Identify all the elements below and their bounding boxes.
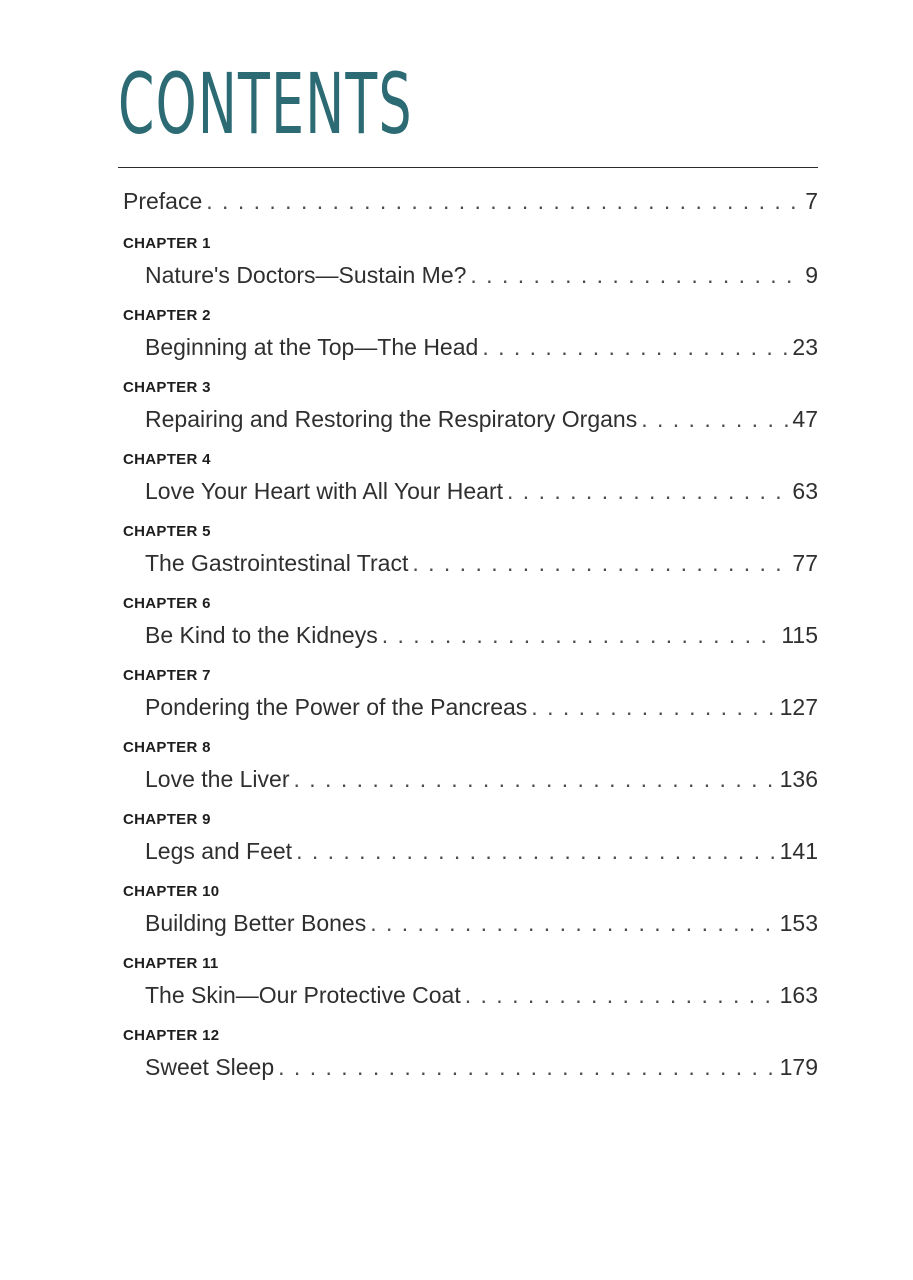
toc-entry-title: Building Better Bones xyxy=(145,910,367,936)
toc-entry-page: 7 xyxy=(805,188,818,214)
toc-chapter[interactable] xyxy=(123,234,818,290)
dot-leader xyxy=(465,980,776,1010)
toc-entry-page: 9 xyxy=(805,262,818,288)
chapter-label: CHAPTER 11 xyxy=(123,955,219,972)
toc-chapter[interactable] xyxy=(123,1026,818,1082)
toc-chapter[interactable] xyxy=(123,306,818,362)
table-of-contents xyxy=(123,186,818,1098)
toc-entry xyxy=(145,620,818,650)
chapter-label: CHAPTER 1 xyxy=(123,235,211,252)
chapter-label: CHAPTER 5 xyxy=(123,523,211,540)
toc-entry-page: 115 xyxy=(781,622,818,648)
toc-entry-page: 127 xyxy=(779,694,818,720)
toc-entry-page: 77 xyxy=(792,550,818,576)
chapter-label: CHAPTER 8 xyxy=(123,739,211,756)
chapter-label: CHAPTER 3 xyxy=(123,379,211,396)
dot-leader xyxy=(641,404,788,434)
toc-chapter[interactable] xyxy=(123,882,818,938)
toc-entry-title: Nature's Doctors—Sustain Me? xyxy=(145,262,467,288)
toc-entry xyxy=(145,260,818,290)
toc-entry-page: 163 xyxy=(779,982,818,1008)
toc-entry xyxy=(145,692,818,722)
toc-entry-title: Pondering the Power of the Pancreas xyxy=(145,694,528,720)
toc-chapter[interactable] xyxy=(123,450,818,506)
toc-entry xyxy=(145,980,818,1010)
toc-entry-page: 47 xyxy=(792,406,818,432)
chapter-label: CHAPTER 10 xyxy=(123,883,220,900)
dot-leader xyxy=(507,476,788,506)
toc-entry-title: Legs and Feet xyxy=(145,838,293,864)
toc-entry xyxy=(145,332,818,362)
chapter-label: CHAPTER 9 xyxy=(123,811,211,828)
chapter-label: CHAPTER 6 xyxy=(123,595,211,612)
toc-entry xyxy=(145,836,818,866)
dot-leader xyxy=(531,692,775,722)
dot-leader xyxy=(470,260,801,290)
toc-chapter[interactable] xyxy=(123,738,818,794)
dot-leader xyxy=(482,332,788,362)
toc-chapter[interactable] xyxy=(123,522,818,578)
dot-leader xyxy=(293,764,775,794)
toc-entry-page: 153 xyxy=(779,910,818,936)
dot-leader xyxy=(382,620,778,650)
toc-entry-title: Love the Liver xyxy=(145,766,290,792)
toc-entry xyxy=(145,1052,818,1082)
toc-entry xyxy=(145,476,818,506)
toc-entry-page: 141 xyxy=(779,838,818,864)
dot-leader xyxy=(296,836,776,866)
chapter-label: CHAPTER 4 xyxy=(123,451,211,468)
toc-entry-page: 23 xyxy=(792,334,818,360)
toc-chapter[interactable] xyxy=(123,810,818,866)
dot-leader xyxy=(206,186,801,216)
toc-entry-page: 179 xyxy=(779,1054,818,1080)
toc-entry-title: Repairing and Restoring the Respiratory Organs xyxy=(145,406,638,432)
toc-entry-title: Be Kind to the Kidneys xyxy=(145,622,378,648)
toc-chapter[interactable] xyxy=(123,666,818,722)
toc-entry-title: Preface xyxy=(123,188,203,214)
toc-entry-title: The Skin—Our Protective Coat xyxy=(145,982,461,1008)
toc-entry-page: 136 xyxy=(779,766,818,792)
toc-entry xyxy=(145,764,818,794)
toc-entry-title: Sweet Sleep xyxy=(145,1054,275,1080)
toc-entry xyxy=(145,404,818,434)
toc-entry-title: Beginning at the Top—The Head xyxy=(145,334,479,360)
toc-chapter[interactable] xyxy=(123,594,818,650)
toc-entry xyxy=(145,548,818,578)
toc-entry-title: Love Your Heart with All Your Heart xyxy=(145,478,504,504)
toc-entry-page: 63 xyxy=(792,478,818,504)
chapter-label: CHAPTER 7 xyxy=(123,667,211,684)
chapter-label: CHAPTER 2 xyxy=(123,307,211,324)
title-divider xyxy=(118,167,818,168)
dot-leader xyxy=(412,548,788,578)
toc-entry-title: The Gastrointestinal Tract xyxy=(145,550,409,576)
dot-leader xyxy=(370,908,775,938)
toc-chapter[interactable] xyxy=(123,378,818,434)
toc-entry xyxy=(145,908,818,938)
dot-leader xyxy=(278,1052,775,1082)
chapter-label: CHAPTER 12 xyxy=(123,1027,220,1044)
toc-chapter[interactable] xyxy=(123,954,818,1010)
toc-entry-preface[interactable] xyxy=(123,186,818,216)
page-title: CONTENTS xyxy=(118,55,413,153)
